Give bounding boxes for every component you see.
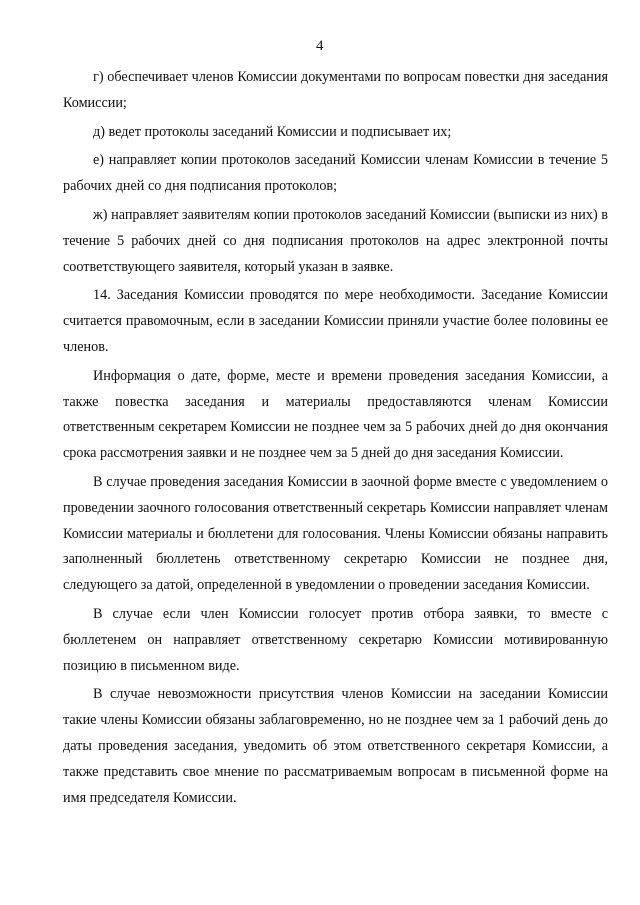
paragraph-absence-notice: В случае невозможности присутствия членов Комиссии на заседании Комиссии такие члены Комиссии обязаны заблаговременно, но не позднее чем за 1 рабочий день до даты проведения заседания, уведомить об этом ответственного секретаря Комиссии, а также представить свое мнение по рассматриваемым вопросам в письменной форме на имя председателя Комиссии. xyxy=(63,686,608,806)
paragraph-item-zh: ж) направляет заявителям копии протоколов заседаний Комиссии (выписки из них) в течение 5 рабочих дней со дня подписания протоколов на адрес электронной почты соответствующего заявителя, который указан в заявке. xyxy=(63,206,608,275)
paragraph-clause-14: 14. Заседания Комиссии проводятся по мере необходимости. Заседание Комиссии считается правомочным, если в заседании Комиссии приняли участие более половины ее членов. xyxy=(63,287,608,355)
paragraph-meeting-information: Информация о дате, форме, месте и времени проведения заседания Комиссии, а также повестка заседания и материалы предоставляются членам Комиссии ответственным секретарем Комиссии не позднее чем за 5 рабочих дней до дня окончания срока рассмотрения заявки и не позднее чем за 5 дней до дня заседания Комиссии. xyxy=(63,367,608,462)
page-number: 4 xyxy=(316,38,324,54)
document-body xyxy=(63,65,608,811)
paragraph-vote-against: В случае если член Комиссии голосует против отбора заявки, то вместе с бюллетенем он направляет ответственному секретарю Комиссии мотивированную позицию в письменном виде. xyxy=(63,605,608,674)
paragraph-item-e: е) направляет копии протоколов заседаний Комиссии членам Комиссии в течение 5 рабочих дней со дня подписания протоколов; xyxy=(63,152,608,195)
paragraph-item-g: г) обеспечивает членов Комиссии документами по вопросам повестки дня заседания Комиссии; xyxy=(63,69,608,111)
paragraph-absentee-meeting: В случае проведения заседания Комиссии в заочной форме вместе с уведомлением о проведении заочного голосования ответственный секретарь Комиссии направляет членам Комиссии материалы и бюллетени для голосования. Члены Комиссии обязаны направить заполненный бюллетень ответственному секретарю Комиссии не позднее дня, следующего за датой, определенной в уведомлении о проведении заседания Комиссии. xyxy=(63,473,608,594)
paragraph-item-d: д) ведет протоколы заседаний Комиссии и подписывает их; xyxy=(93,123,452,140)
